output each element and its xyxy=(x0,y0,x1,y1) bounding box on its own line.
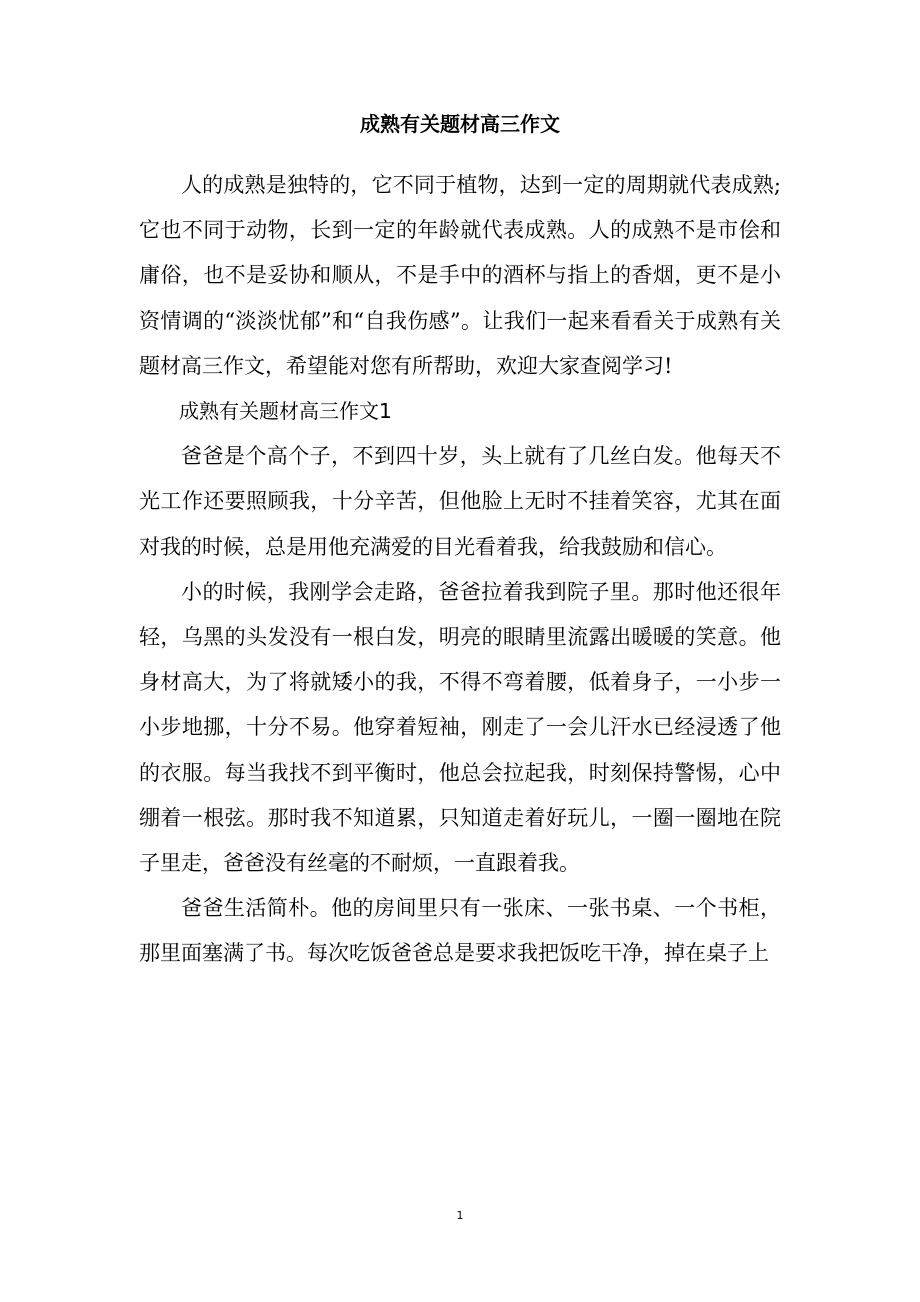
page-number: 1 xyxy=(456,1209,464,1222)
section-heading: 成熟有关题材高三作文1 xyxy=(179,399,392,424)
body-paragraph: 爸爸生活简朴。他的房间里只有一张床、一张书桌、一个书柜，那里面塞满了书。每次吃饭爸爸总是要求我把饭吃干净，掉在桌子上 xyxy=(139,896,781,966)
body-paragraph: 小的时候，我刚学会走路，爸爸拉着我到院子里。那时他还很年轻，乌黑的头发没有一根白发，明亮的眼睛里流露出暖暖的笑意。他身材高大，为了将就矮小的我，不得不弯着腰，低着身子，一小步一小步地挪，十分不易。他穿着短袖，刚走了一会儿汗水已经浸透了他的衣服。每当我找不到平衡时，他总会拉起我，时刻保持警惕，心中绷着一根弦。那时我不知道累，只知道走着好玩儿，一圈一圈地在院子里走，爸爸没有丝毫的不耐烦，一直跟着我。 xyxy=(139,579,781,876)
document-body xyxy=(139,163,781,977)
body-paragraph: 爸爸是个高个子，不到四十岁，头上就有了几丝白发。他每天不光工作还要照顾我，十分辛苦，但他脸上无时不挂着笑容，尤其在面对我的时候，总是用他充满爱的目光看着我，给我鼓励和信心。 xyxy=(139,444,781,559)
document-title: 成熟有关题材高三作文 xyxy=(360,112,560,136)
intro-paragraph: 人的成熟是独特的，它不同于植物，达到一定的周期就代表成熟;它也不同于动物，长到一定的年龄就代表成熟。人的成熟不是市侩和庸俗，也不是妥协和顺从，不是手中的酒杯与指上的香烟，更不是小资情调的“淡淡忧郁”和“自我伤感”。让我们一起来看看关于成熟有关题材高三作文，希望能对您有所帮助，欢迎大家查阅学习! xyxy=(139,173,781,378)
